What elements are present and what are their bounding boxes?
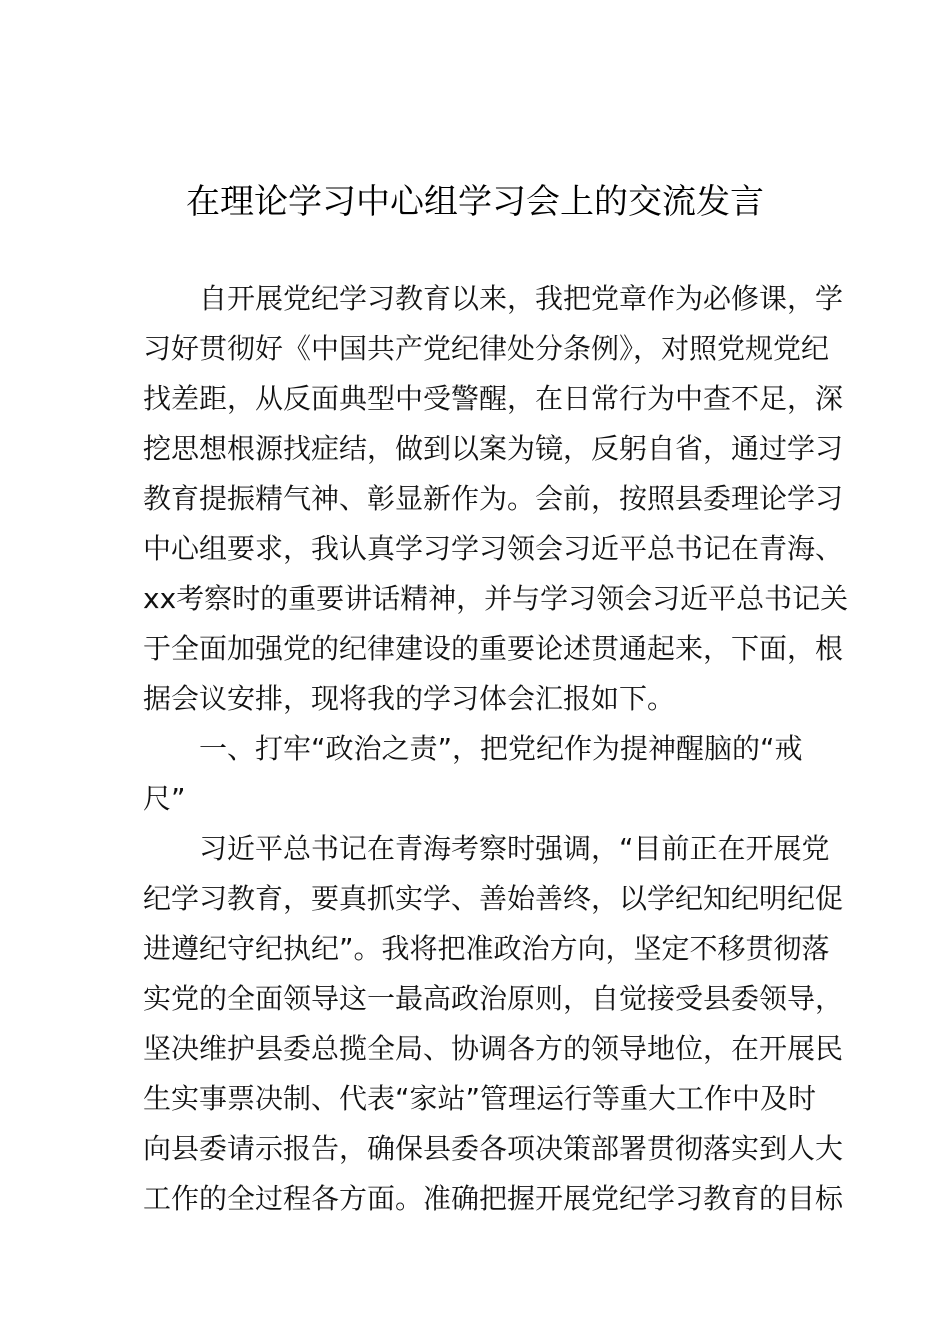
paragraph-line: 实党的全面领导这一最高政治原则，自觉接受县委领导，: [143, 982, 844, 1015]
paragraph-line: 习好贯彻好《中国共产党纪律处分条例》，对照党规党纪: [143, 332, 830, 365]
paragraph-line: 工作的全过程各方面。准确把握开展党纪学习教育的目标: [143, 1182, 844, 1215]
paragraph-line: 找差距，从反面典型中受警醒，在日常行为中查不足，深: [143, 382, 844, 415]
paragraph-line: 教育提振精气神、彰显新作为。会前，按照县委理论学习: [143, 482, 844, 515]
paragraph-line: xx考察时的重要讲话精神，并与学习领会习近平总书记关: [143, 582, 849, 615]
paragraph-line: 自开展党纪学习教育以来，我把党章作为必修课，学: [199, 282, 844, 315]
paragraph-line: 中心组要求，我认真学习学习领会习近平总书记在青海、: [143, 532, 844, 565]
paragraph-line: 挖思想根源找症结，做到以案为镜，反躬自省，通过学习: [143, 432, 844, 465]
paragraph-line: 于全面加强党的纪律建设的重要论述贯通起来，下面，根: [143, 632, 844, 665]
paragraph-line: 坚决维护县委总揽全局、协调各方的领导地位，在开展民: [143, 1032, 844, 1065]
paragraph-line: 向县委请示报告，确保县委各项决策部署贯彻落实到人大: [143, 1132, 844, 1165]
section-heading-line: 尺”: [143, 782, 186, 815]
paragraph-line: 据会议安排，现将我的学习体会汇报如下。: [143, 682, 676, 715]
paragraph-line: 生实事票决制、代表“家站”管理运行等重大工作中及时: [143, 1082, 817, 1115]
paragraph-line: 纪学习教育，要真抓实学、善始善终，以学纪知纪明纪促: [143, 882, 844, 915]
paragraph-line: 习近平总书记在青海考察时强调，“目前正在开展党: [199, 832, 830, 865]
section-heading-line: 一、打牢“政治之责”，把党纪作为提神醒脑的“戒: [199, 732, 803, 765]
paragraph-line: 进遵纪守纪执纪”。我将把准政治方向，坚定不移贯彻落: [143, 932, 830, 965]
document-title: 在理论学习中心组学习会上的交流发言: [186, 182, 764, 222]
